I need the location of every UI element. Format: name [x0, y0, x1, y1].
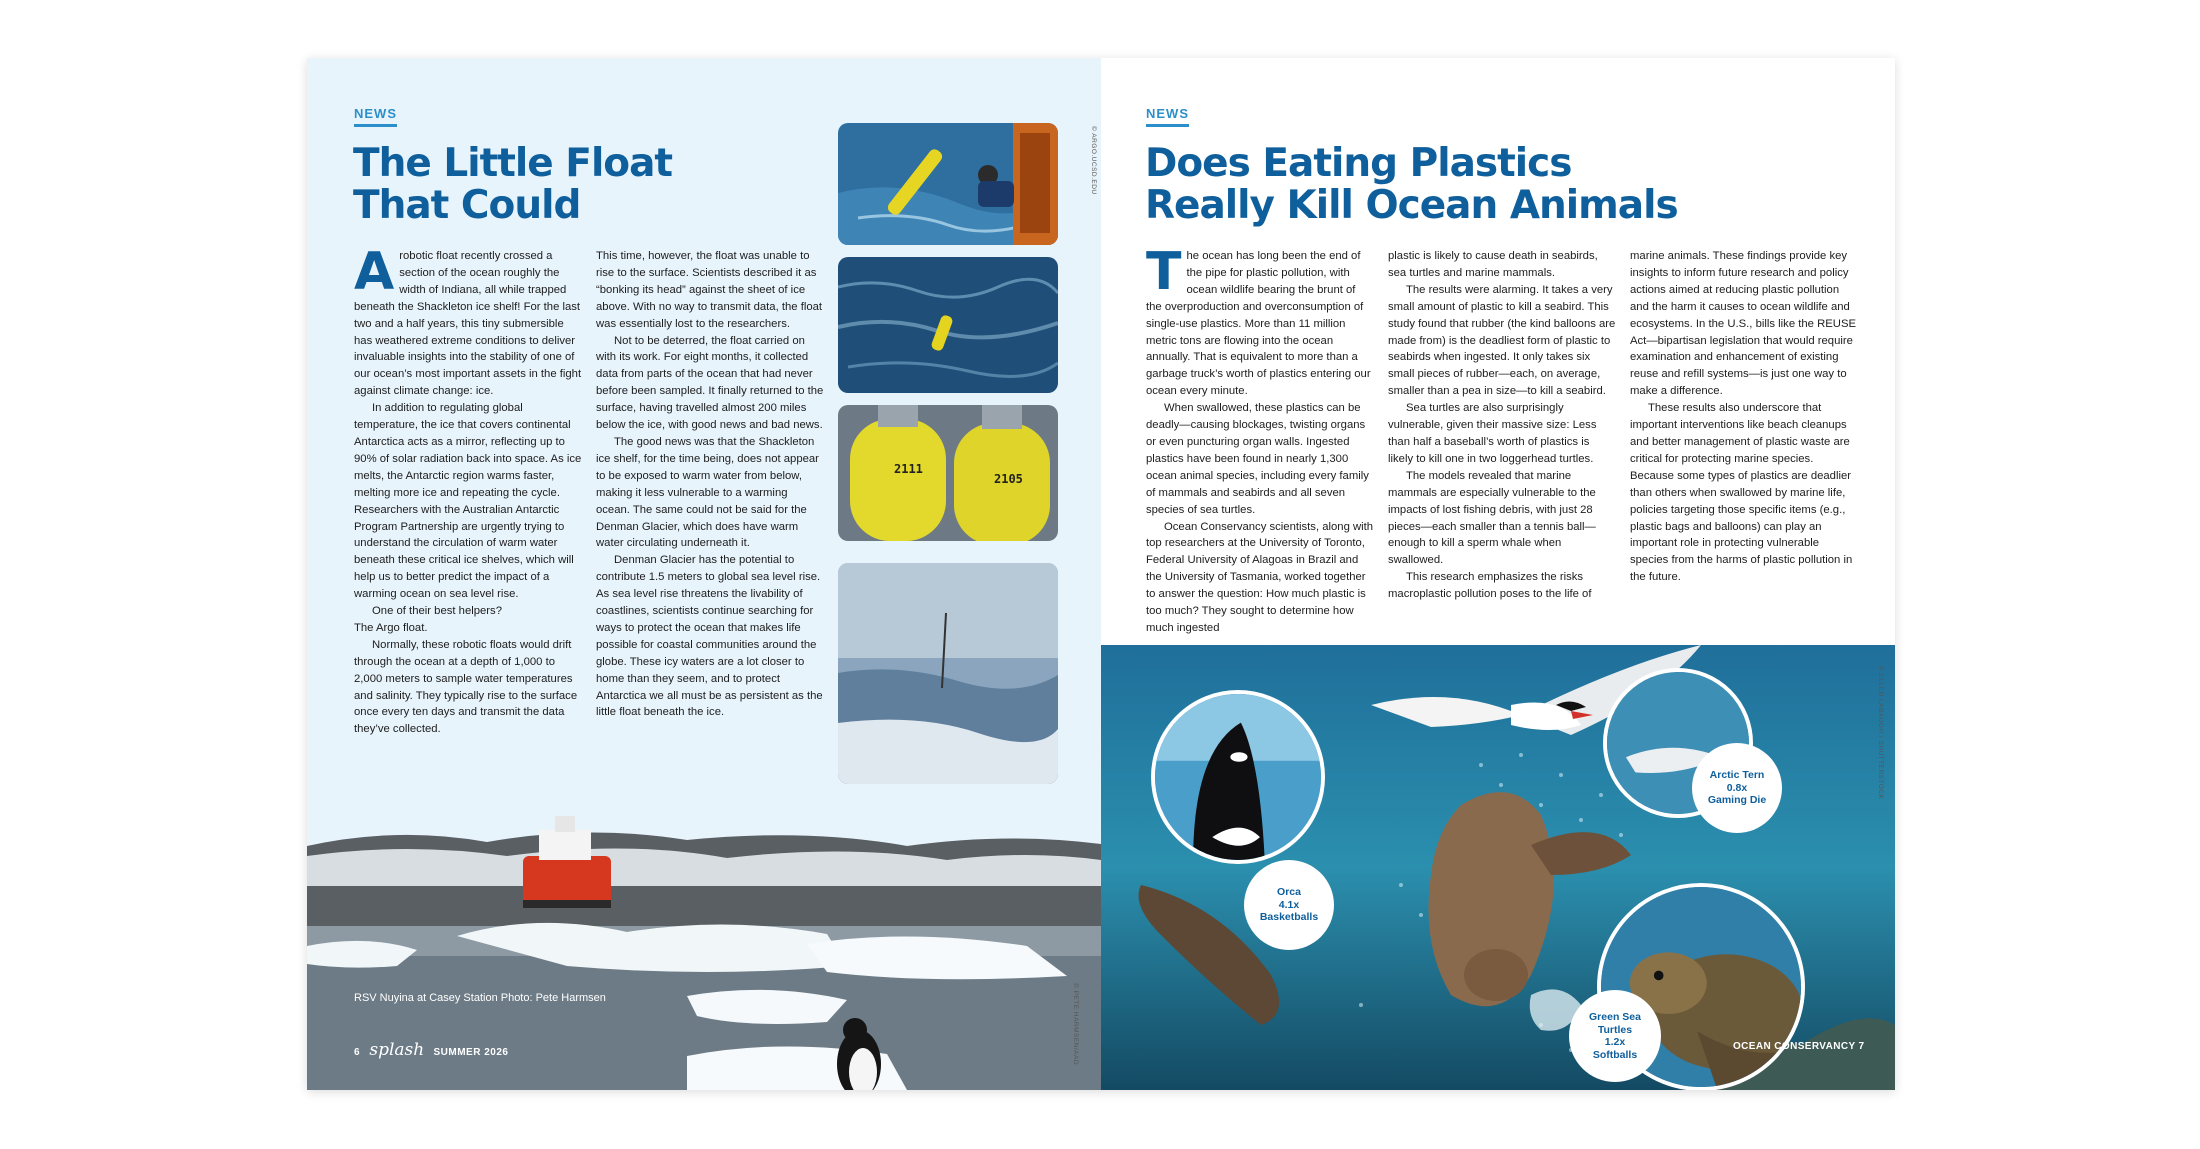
splash-logo: splash — [369, 1040, 425, 1060]
badge-line: Softballs — [1592, 1048, 1638, 1061]
paragraph: The models revealed that marine mammals are especially vulnerable to the impacts of lost fishing debris, with just 28 pieces—each smaller than a tennis ball—enough to kill a sperm whale when swallowed. — [1388, 469, 1596, 567]
paragraph: When swallowed, these plastics can be deadly—causing blockages, twisting organs or even puncturing organ walls. Ingested plastics have been found in nearly 1,300 ocean animal species, including every family of mammals and seabirds and all seven species of sea turtles. — [1146, 402, 1369, 516]
right-page — [1101, 58, 1895, 1090]
issue-label: SUMMER 2026 — [433, 1047, 509, 1058]
orca-badge — [1244, 860, 1334, 950]
page-number: 6 — [354, 1047, 361, 1058]
paragraph: Normally, these robotic floats would drift through the ocean at a depth of 1,000 to 2,000 meters to sample water temperatures and salinity. They typically rise to the surface once every ten days and transmit the data they’ve collected. — [354, 638, 578, 736]
paragraph: The good news was that the Shackleton ice shelf, for the time being, does not appear to be exposed to warm water from below, making it less vulnerable to a warming ocean. The same could not be said for the Denman Glacier, which does have warm water circulating underneath it. — [596, 435, 819, 550]
badge-line: Orca — [1277, 886, 1301, 899]
paragraph: In addition to regulating global temperature, the ice that covers continental Antarctica acts as a mirror, reflecting up to 90% of solar radiation back into space. As ice melts, the Antarctic region warms faster, melting more ice and repeating the cycle. Researchers with the Australian Antarctic Program Partnership are urgently trying to understand the circulation of warm water beneath these critical ice shelves, which will help us to better predict the impact of a warming ocean on sea level rise. — [354, 402, 582, 601]
magazine-spread — [307, 58, 1895, 1090]
badge-line: Turtles — [1597, 1023, 1633, 1036]
paragraph: Ocean Conservancy scientists, along with top researchers at the University of Toronto, Federal University of Alagoas in Brazil and the University of Tasmania, worked together to answer the question: How much plastic is too much? They sought to determine how much ingested — [1146, 520, 1374, 634]
paragraph: This research emphasizes the risks macroplastic pollution poses to the life of — [1388, 571, 1592, 601]
badge-line: Gaming Die — [1707, 794, 1767, 807]
right-headline — [1145, 143, 1678, 227]
photo-float-deployment — [838, 123, 1058, 245]
paragraph: marine animals. These findings provide key insights to inform future research and policy actions aimed at reducing plastic pollution and the harm it causes to ocean wildlife and ecosystems. In the U.S., bills like the REUSE Act—bipartisan legislation that would require examination and enhancement of existing reuse and refill systems—is just one way to make a difference. — [1630, 250, 1857, 398]
right-article-column-2 — [1388, 248, 1616, 603]
paragraph: The results were alarming. It takes a very small amount of plastic to kill a seabird. This study found that rubber (the kind balloons are made from) is the deadliest form of plastic to seabirds when ingested. It only takes six small pieces of rubber—each, on average, smaller than a pea in size—to kill a seabird. — [1388, 283, 1616, 398]
paragraph: plastic is likely to cause death in seabirds, sea turtles and marine mammals. — [1388, 250, 1598, 279]
paragraph: Sea turtles are also surprisingly vulnerable, given their massive size: Less than half a baseball’s worth of plastics is likely to kill one in two loggerhead turtles. — [1388, 402, 1597, 465]
paragraph: Denman Glacier has the potential to contribute 1.5 meters to global sea level rise. As sea level rise threatens the livability of coastlines, scientists continue searching for ways to protect the ocean that makes life possible for coastal communities around the globe. These icy waters are a lot closer to home than they seem, and to protect Antarctica we all must be as persistent as the little float beneath the ice. — [596, 554, 823, 719]
left-article-column-2 — [596, 248, 824, 721]
orca-circle-photo — [1151, 690, 1325, 864]
float-label-2105: 2105 — [994, 472, 1023, 486]
badge-line: 0.8x — [1726, 781, 1748, 794]
photo-credit-right: © ELLEN LABAUGH / SHUTTERSTOCK — [1877, 666, 1884, 800]
photo-caption: RSV Nuyina at Casey Station Photo: Pete Harmsen — [354, 992, 606, 1004]
left-headline-line-1: The Little Float — [353, 141, 673, 186]
photo-credit-left: © ARGO.UCSD.EDU — [1090, 126, 1097, 195]
right-headline-line-1: Does Eating Plastics — [1145, 141, 1572, 186]
photo-float-closeup — [838, 405, 1058, 541]
paragraph: he ocean has long been the end of the pipe for plastic pollution, with ocean wildlife bearing the brunt of the overproduction and overconsumption of single-use plastics. More than 11 million metric tons are flowing into the ocean annually. That is equivalent to more than a garbage truck’s worth of plastics entering our ocean every minute. — [1146, 250, 1371, 398]
left-article-column-1 — [354, 242, 582, 738]
photo-float-on-ice — [838, 563, 1058, 784]
paragraph: The Argo float. — [354, 621, 428, 634]
scene-credit-left: © PETE HARMSEN/AAD — [1072, 983, 1079, 1066]
dropcap: T — [1146, 242, 1182, 302]
dropcap: A — [354, 242, 395, 302]
paragraph: These results also underscore that important interventions like beach cleanups and better management of plastic waste are critical for protecting marine species. Because some types of plastics are deadlier than others when swallowed by marine life, policies targeting those specific items (e.g., plastic bags and balloons) can play an important role in protecting vulnerable species from the harms of plastic pollution in the future. — [1630, 402, 1853, 584]
right-headline-line-2: Really Kill Ocean Animals — [1145, 183, 1678, 228]
right-folio: OCEAN CONSERVANCY 7 — [1733, 1041, 1865, 1052]
paragraph: This time, however, the float was unable to rise to the surface. Scientists described it as “bonking its head” against the sheet of ice above. With no way to transmit data, the float was essentially lost to the researchers. — [596, 250, 823, 330]
badge-line: 4.1x — [1278, 898, 1300, 911]
paragraph: One of their best helpers? — [372, 605, 502, 618]
photo-float-in-water — [838, 257, 1058, 393]
right-kicker: NEWS — [1146, 106, 1189, 127]
left-headline — [353, 143, 672, 227]
badge-line: 1.2x — [1604, 1036, 1626, 1048]
left-kicker: NEWS — [354, 106, 397, 127]
float-label-2111: 2111 — [894, 462, 923, 476]
paragraph: robotic float recently crossed a section of the ocean roughly the width of Indiana, all while trapped beneath the Shackleton ice shelf! For the last two and a half years, this tiny submersible has weathered extreme conditions to deliver invaluable insights into the stability of one of our ocean’s most important assets in the fight against climate change: ice. — [354, 250, 582, 398]
left-headline-line-2: That Could — [353, 183, 581, 228]
badge-line: Basketballs — [1259, 911, 1319, 924]
badge-line: Arctic Tern — [1709, 769, 1765, 782]
turtle-badge — [1569, 990, 1661, 1082]
right-article-column-3 — [1630, 248, 1858, 586]
paragraph: Not to be deterred, the float carried on with its work. For eight months, it collected data from parts of the ocean that had never before been sampled. It finally returned to the surface, having travelled almost 200 miles below the ice, with good news and bad news. — [596, 334, 824, 432]
tern-badge — [1692, 743, 1782, 833]
left-page — [307, 58, 1101, 1090]
badge-line: Green Sea — [1589, 1011, 1641, 1023]
left-folio — [354, 1040, 508, 1060]
right-article-column-1 — [1146, 242, 1374, 637]
